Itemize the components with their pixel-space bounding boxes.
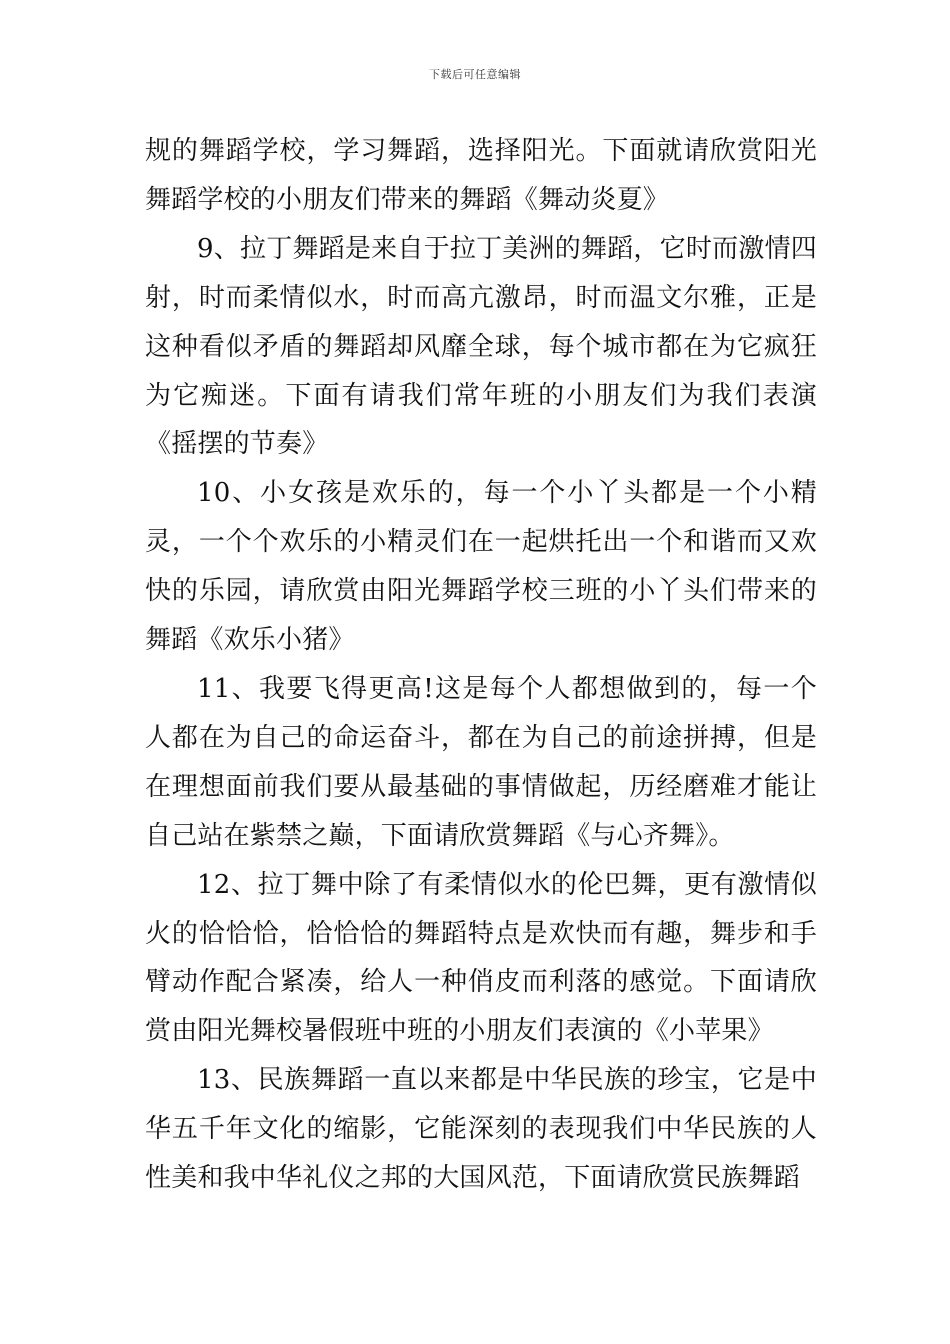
paragraph-item-11: 11、我要飞得更高!这是每个人都想做到的，每一个人都在为自己的命运奋斗，都在为自己的前途拼搏，但是在理想面前我们要从最基础的事情做起，历经磨难才能让自己站在紫禁之巅，下面请欣赏舞蹈《与心齐舞》。 bbox=[145, 673, 817, 851]
paragraph-item-13: 13、民族舞蹈一直以来都是中华民族的珍宝，它是中华五千年文化的缩影，它能深刻的表现我们中华民族的人性美和我中华礼仪之邦的大国风范，下面请欣赏民族舞蹈 bbox=[145, 1065, 817, 1194]
paragraph-item-10: 10、小女孩是欢乐的，每一个小丫头都是一个小精灵，一个个欢乐的小精灵们在一起烘托出一个和谐而又欢快的乐园，请欣赏由阳光舞蹈学校三班的小丫头们带来的舞蹈《欢乐小猪》 bbox=[145, 478, 817, 656]
paragraph-item-12: 12、拉丁舞中除了有柔情似水的伦巴舞，更有激情似火的恰恰恰，恰恰恰的舞蹈特点是欢快而有趣，舞步和手臂动作配合紧凑，给人一种俏皮而利落的感觉。下面请欣赏由阳光舞校暑假班中班的小朋友们表演的《小苹果》 bbox=[145, 869, 817, 1047]
paragraph-continuation: 规的舞蹈学校，学习舞蹈，选择阳光。下面就请欣赏阳光舞蹈学校的小朋友们带来的舞蹈《舞动炎夏》 bbox=[145, 136, 817, 215]
paragraph-item-9: 9、拉丁舞蹈是来自于拉丁美洲的舞蹈，它时而激情四射，时而柔情似水，时而高亢激昂，时而温文尔雅，正是这种看似矛盾的舞蹈却风靡全球，每个城市都在为它疯狂为它痴迷。下面有请我们常年班的小朋友们为我们表演《摇摆的节奏》 bbox=[145, 233, 817, 460]
page-header: 下载后可任意编辑 bbox=[429, 68, 521, 81]
document-body bbox=[145, 127, 817, 1203]
